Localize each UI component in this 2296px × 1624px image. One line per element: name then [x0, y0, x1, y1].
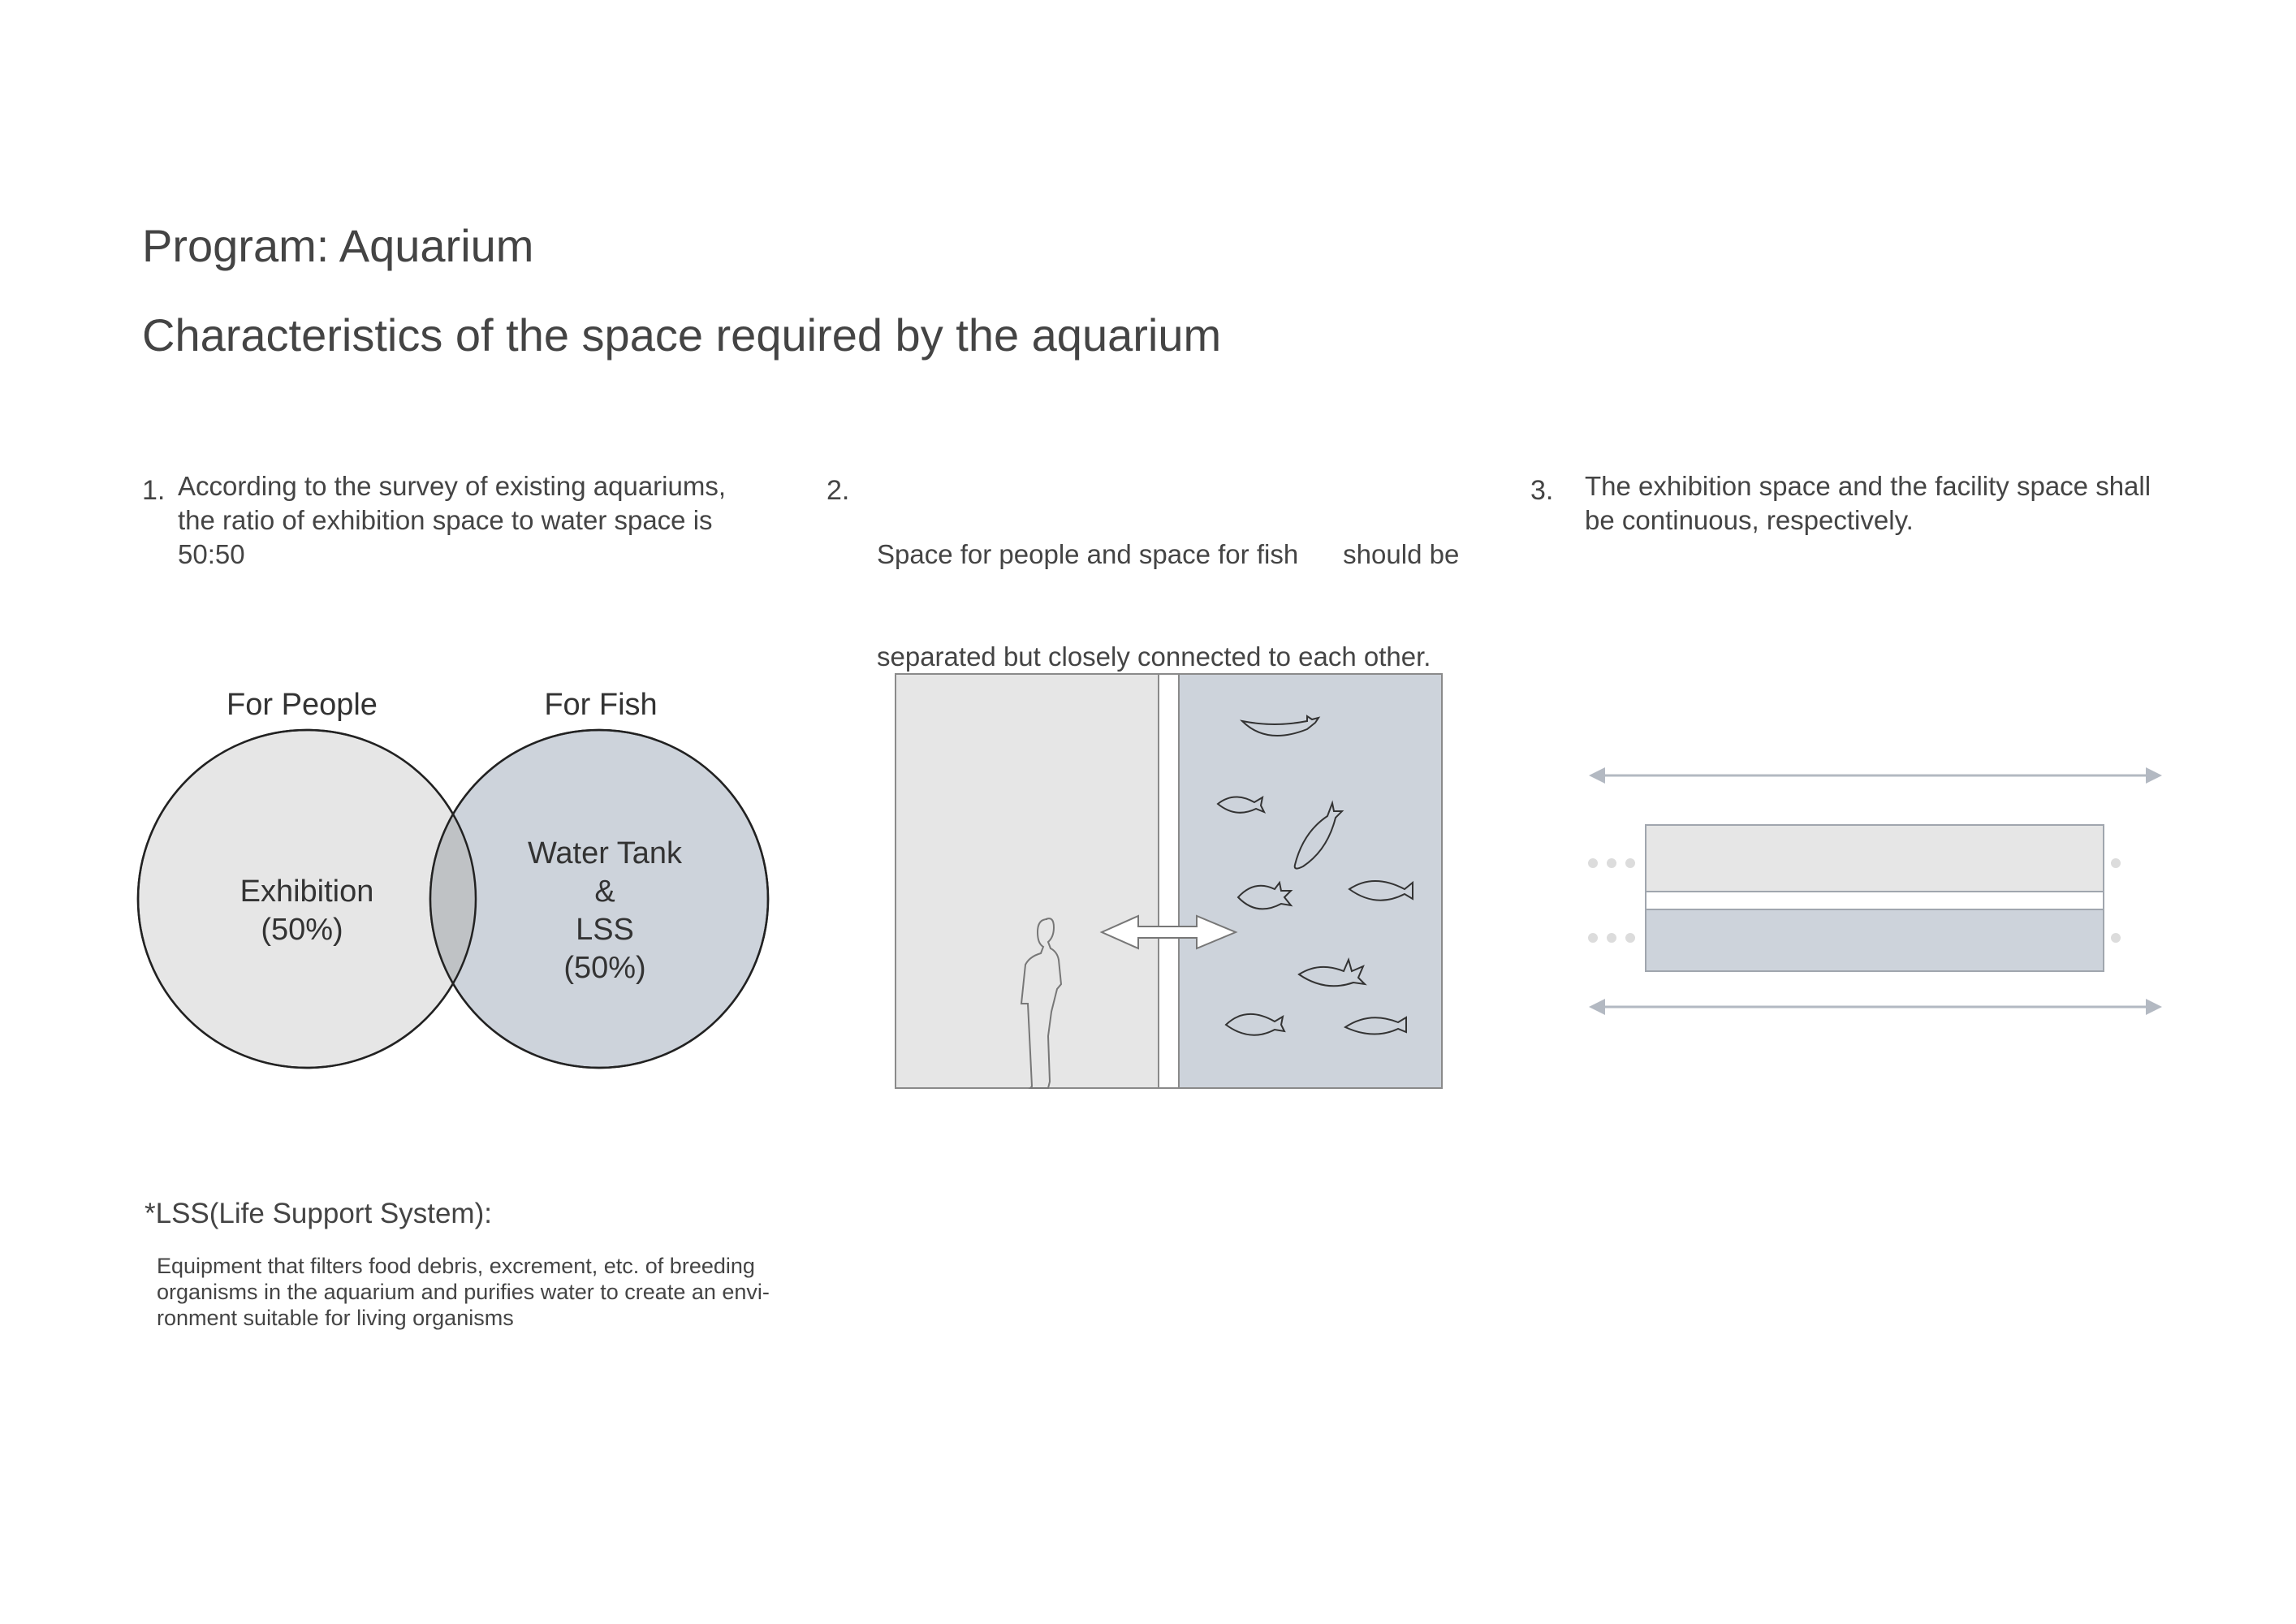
page-subtitle: Characteristics of the space required by the aquarium — [142, 309, 1222, 361]
arrow-head-right-top — [2146, 767, 2162, 784]
separation-wall — [1159, 674, 1179, 1088]
continuation-dot — [1607, 858, 1616, 868]
exhibition-strip — [1646, 825, 2104, 892]
facility-strip — [1646, 909, 2104, 971]
venn-label-water-tank: Water Tank — [527, 836, 683, 870]
continuation-dot — [2111, 933, 2121, 943]
point-2-number: 2. — [826, 475, 850, 506]
footnote-line-3: ronment suitable for living organisms — [157, 1306, 514, 1330]
continuation-dot — [1588, 858, 1598, 868]
continuation-dot — [1588, 933, 1598, 943]
page-title: Program: Aquarium — [142, 220, 534, 271]
point-3-line-1: The exhibition space and the facility space shall — [1585, 471, 2151, 501]
footnote-line-2: organisms in the aquarium and purifies water to create an envi- — [157, 1280, 770, 1304]
venn-header-people: For People — [227, 688, 378, 722]
fish-space — [1179, 674, 1442, 1088]
venn-label-lss-share: (50%) — [563, 951, 646, 985]
arrow-head-left-top — [1589, 767, 1605, 784]
continuation-dot — [2111, 858, 2121, 868]
point-1-line-3: 50:50 — [178, 539, 245, 569]
point-3-line-2: be continuous, respectively. — [1585, 505, 1914, 535]
arrow-head-left-bottom — [1589, 999, 1605, 1015]
continuation-dot — [1607, 933, 1616, 943]
point-1-text — [178, 469, 811, 572]
point-1-line-1: According to the survey of existing aquariums, — [178, 471, 727, 501]
strip-divider — [1646, 892, 2104, 909]
continuity-diagram — [1567, 747, 2184, 1023]
footnote-line-1: Equipment that filters food debris, excrement, etc. of breeding — [157, 1254, 755, 1278]
point-3-text — [1585, 469, 2234, 538]
section-diagram — [893, 666, 1461, 1104]
venn-label-exhibition: Exhibition — [240, 875, 374, 909]
footnote-text — [157, 1253, 790, 1331]
point-1-line-2: the ratio of exhibition space to water space is — [178, 505, 713, 535]
people-space — [896, 674, 1159, 1088]
venn-diagram — [122, 666, 788, 1088]
venn-label-lss: LSS — [576, 913, 634, 947]
continuation-dot — [1625, 858, 1635, 868]
venn-label-exhibition-share: (50%) — [261, 913, 343, 947]
venn-label-ampersand: & — [594, 875, 615, 909]
footnote-title: *LSS(Life Support System): — [145, 1198, 492, 1229]
point-1-number: 1. — [142, 475, 166, 506]
arrow-head-right-bottom — [2146, 999, 2162, 1015]
point-2-line-2: separated but closely connected to each other. — [877, 641, 1431, 672]
point-2-line-1: Space for people and space for fish should be — [877, 539, 1460, 569]
continuation-dot — [1625, 933, 1635, 943]
point-3-number: 3. — [1530, 475, 1554, 506]
venn-header-fish: For Fish — [544, 688, 658, 722]
